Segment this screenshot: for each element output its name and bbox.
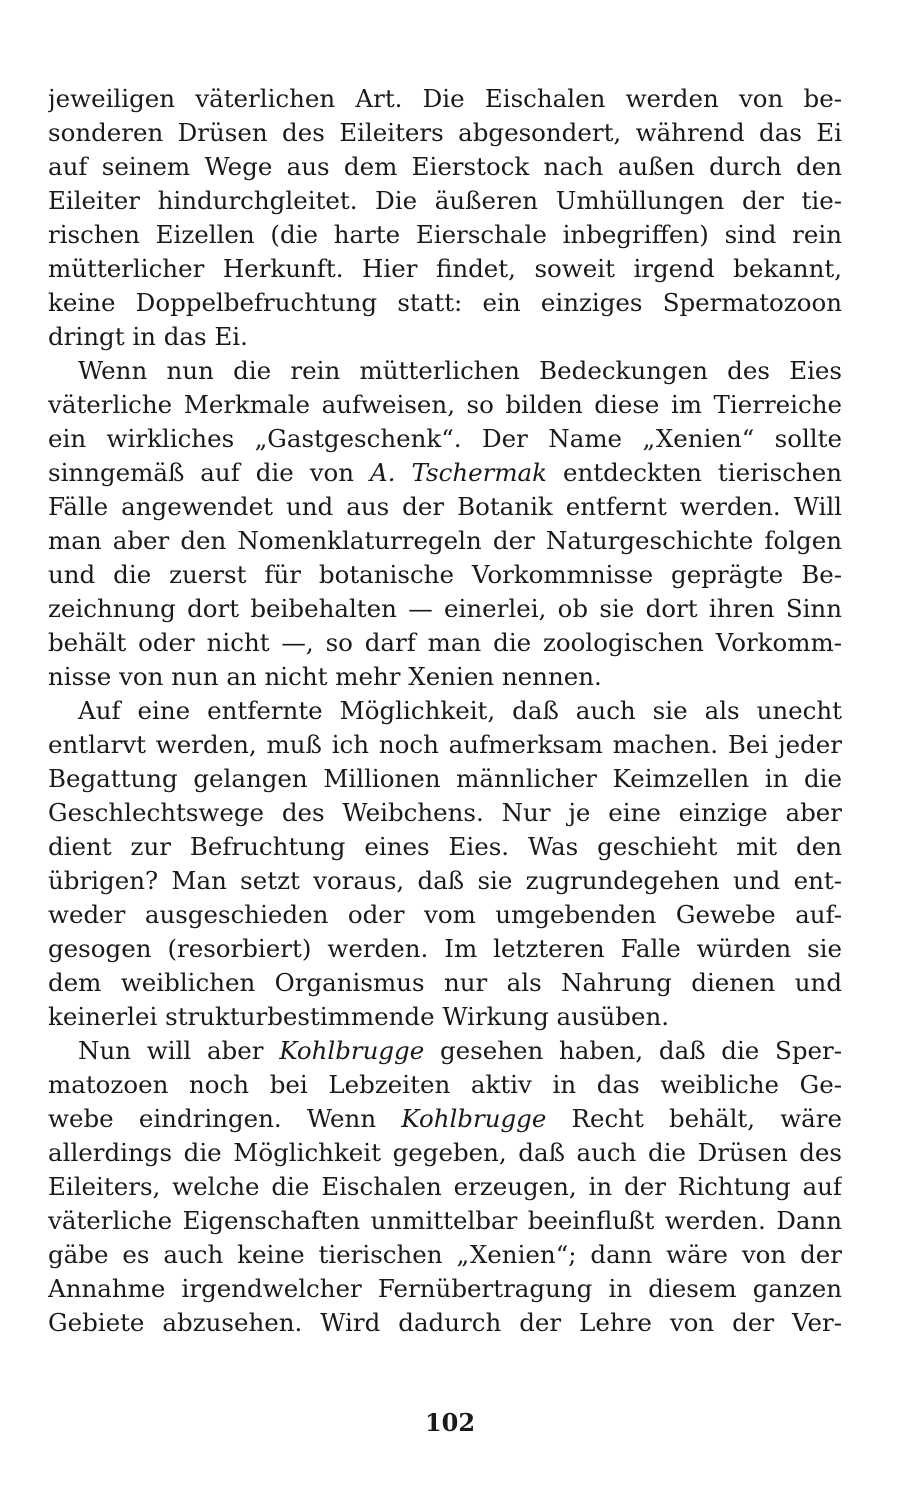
text-line: jeweiligen väterlichen Art. Die Eischalen werden von be- [48, 84, 842, 113]
text-line: rischen Eizellen (die harte Eierschale inbegriffen) sind rein [48, 220, 842, 249]
text-line: Geschlechtswege des Weibchens. Nur je eine einzige aber [48, 798, 842, 827]
paragraph-1 [48, 82, 842, 354]
text-line: Eileiters, welche die Eischalen erzeugen, in der Richtung auf [48, 1172, 842, 1201]
text-line: gesogen (resorbiert) werden. Im letzteren Falle würden sie [48, 934, 842, 963]
text-line: keinerlei strukturbestimmende Wirkung ausüben. [48, 1002, 670, 1031]
text-line: übrigen? Man setzt voraus, daß sie zugrundegehen und ent- [48, 866, 842, 895]
text-line: man aber den Nomenklaturregeln der Naturgeschichte folgen [48, 526, 842, 555]
paragraph-2 [48, 354, 842, 694]
text-line: Nun will aber Kohlbrugge gesehen haben, daß die Sper- [78, 1036, 842, 1065]
text-line: väterliche Eigenschaften unmittelbar beeinflußt werden. Dann [48, 1206, 842, 1235]
text-line: dringt in das Ei. [48, 322, 248, 351]
text-line: sonderen Drüsen des Eileiters abgesondert, während das Ei [48, 118, 842, 147]
text-line: Gebiete abzusehen. Wird dadurch der Lehre von der Ver- [48, 1308, 842, 1337]
paragraph-3 [48, 694, 842, 1034]
text-line: mütterlicher Herkunft. Hier findet, soweit irgend bekannt, [48, 254, 842, 283]
text-line: und die zuerst für botanische Vorkommnisse geprägte Be- [48, 560, 842, 589]
text-line: allerdings die Möglichkeit gegeben, daß auch die Drüsen des [48, 1138, 842, 1167]
text-line: Wenn nun die rein mütterlichen Bedeckungen des Eies [78, 356, 842, 385]
text-line: keine Doppelbefruchtung statt: ein einziges Spermatozoon [48, 288, 842, 317]
text-line: Auf eine entfernte Möglichkeit, daß auch sie als unecht [78, 696, 842, 725]
text-line: weder ausgeschieden oder vom umgebenden Gewebe auf- [48, 900, 842, 929]
text-line: matozoen noch bei Lebzeiten aktiv in das weibliche Ge- [48, 1070, 842, 1099]
text-line: Begattung gelangen Millionen männlicher Keimzellen in die [48, 764, 842, 793]
paragraph-4 [48, 1034, 842, 1340]
text-line: Eileiter hindurchgleitet. Die äußeren Umhüllungen der tie- [48, 186, 842, 215]
page-text-body [48, 82, 842, 1472]
text-line: auf seinem Wege aus dem Eierstock nach außen durch den [48, 152, 842, 181]
text-line: dem weiblichen Organismus nur als Nahrung dienen und [48, 968, 842, 997]
author-name: Kohlbrugge [279, 1036, 425, 1065]
text-line: Fälle angewendet und aus der Botanik entfernt werden. Will [48, 492, 842, 521]
text-line: zeichnung dort beibehalten — einerlei, ob sie dort ihren Sinn [48, 594, 842, 623]
text-line: entlarvt werden, muß ich noch aufmerksam machen. Bei jeder [48, 730, 842, 759]
text-line: webe eindringen. Wenn Kohlbrugge Recht behält, wäre [48, 1104, 842, 1133]
text-line: behält oder nicht —, so darf man die zoologischen Vorkomm- [48, 628, 842, 657]
page-number: 102 [424, 1408, 476, 1437]
text-line: Annahme irgendwelcher Fernübertragung in diesem ganzen [48, 1274, 842, 1303]
author-name: Kohlbrugge [401, 1104, 547, 1133]
text-line: sinngemäß auf die von A. Tschermak entdeckten tierischen [48, 458, 842, 487]
text-line: gäbe es auch keine tierischen „Xenien“; dann wäre von der [48, 1240, 842, 1269]
text-line: väterliche Merkmale aufweisen, so bilden diese im Tierreiche [48, 390, 842, 419]
author-name: A. Tschermak [370, 458, 547, 487]
text-line: nisse von nun an nicht mehr Xenien nennen. [48, 662, 602, 691]
text-line: dient zur Befruchtung eines Eies. Was geschieht mit den [48, 832, 842, 861]
text-line: ein wirkliches „Gastgeschenk“. Der Name „Xenien“ sollte [48, 424, 842, 453]
